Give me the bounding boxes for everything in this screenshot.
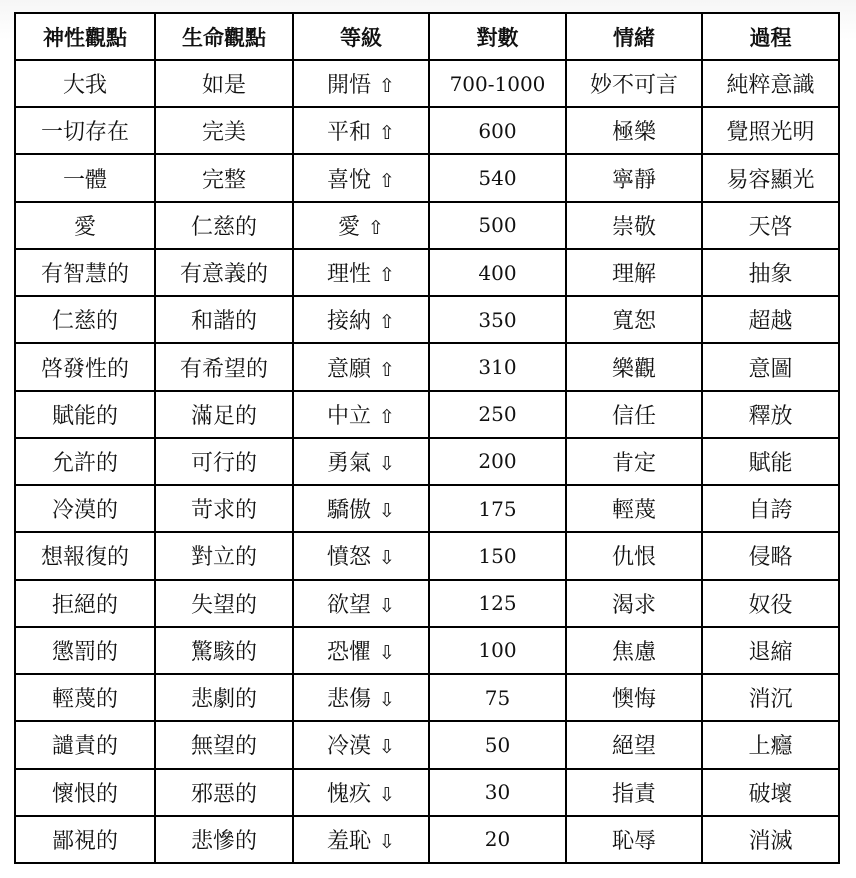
process-cell: 侵略 — [702, 532, 839, 579]
level-cell — [293, 674, 429, 721]
emotion-cell: 渴求 — [566, 580, 702, 627]
down-arrow-icon: ⇩ — [379, 689, 395, 712]
level-label: 理性 — [327, 262, 372, 288]
log-cell: 400 — [429, 249, 566, 296]
level-label: 冷漠 — [327, 734, 372, 760]
emotion-cell: 信任 — [566, 391, 702, 438]
log-cell: 175 — [429, 485, 566, 532]
emotion-cell: 崇敬 — [566, 202, 702, 249]
life-view-cell: 和諧的 — [155, 296, 293, 343]
level-label: 驕傲 — [327, 498, 372, 524]
emotion-cell: 輕蔑 — [566, 485, 702, 532]
header-divine-view: 神性觀點 — [15, 13, 155, 60]
table-row — [15, 532, 839, 579]
emotion-cell: 極樂 — [566, 107, 702, 154]
emotion-cell: 指責 — [566, 769, 702, 816]
log-cell: 75 — [429, 674, 566, 721]
down-arrow-icon: ⇩ — [379, 641, 395, 664]
log-cell: 500 — [429, 202, 566, 249]
divine-view-cell: 仁慈的 — [15, 296, 155, 343]
level-cell — [293, 721, 429, 768]
life-view-cell: 有意義的 — [155, 249, 293, 296]
process-cell: 消沉 — [702, 674, 839, 721]
down-arrow-icon: ⇩ — [379, 547, 395, 570]
life-view-cell: 失望的 — [155, 580, 293, 627]
table-row — [15, 769, 839, 816]
table-row — [15, 674, 839, 721]
divine-view-cell: 輕蔑的 — [15, 674, 155, 721]
table-row — [15, 154, 839, 201]
level-label: 憤怒 — [327, 545, 372, 571]
level-cell — [293, 627, 429, 674]
table-row — [15, 816, 839, 863]
up-arrow-icon: ⇧ — [368, 216, 384, 239]
divine-view-cell: 冷漠的 — [15, 485, 155, 532]
log-cell: 50 — [429, 721, 566, 768]
header-process: 過程 — [702, 13, 839, 60]
level-label: 恐懼 — [327, 639, 372, 665]
level-label: 愛 — [338, 214, 361, 240]
table-row — [15, 485, 839, 532]
process-cell: 抽象 — [702, 249, 839, 296]
level-cell — [293, 154, 429, 201]
down-arrow-icon: ⇩ — [379, 736, 395, 759]
process-cell: 天啓 — [702, 202, 839, 249]
emotion-cell: 焦慮 — [566, 627, 702, 674]
level-label: 羞恥 — [327, 828, 372, 854]
up-arrow-icon: ⇧ — [379, 264, 395, 287]
life-view-cell: 完整 — [155, 154, 293, 201]
log-cell: 150 — [429, 532, 566, 579]
life-view-cell: 對立的 — [155, 532, 293, 579]
table-row — [15, 721, 839, 768]
consciousness-levels-table — [14, 12, 840, 864]
process-cell: 消滅 — [702, 816, 839, 863]
down-arrow-icon: ⇩ — [379, 452, 395, 475]
life-view-cell: 悲慘的 — [155, 816, 293, 863]
process-cell: 易容顯光 — [702, 154, 839, 201]
level-cell — [293, 343, 429, 390]
header-log: 對數 — [429, 13, 566, 60]
down-arrow-icon: ⇩ — [379, 594, 395, 617]
log-cell: 600 — [429, 107, 566, 154]
emotion-cell: 懊悔 — [566, 674, 702, 721]
header-level: 等級 — [293, 13, 429, 60]
table-row — [15, 391, 839, 438]
divine-view-cell: 愛 — [15, 202, 155, 249]
level-label: 欲望 — [327, 592, 372, 618]
level-cell — [293, 60, 429, 107]
up-arrow-icon: ⇧ — [379, 122, 395, 145]
level-label: 勇氣 — [327, 450, 372, 476]
up-arrow-icon: ⇧ — [379, 358, 395, 381]
divine-view-cell: 允許的 — [15, 438, 155, 485]
table-row — [15, 343, 839, 390]
table-row — [15, 249, 839, 296]
log-cell: 310 — [429, 343, 566, 390]
divine-view-cell: 譴責的 — [15, 721, 155, 768]
down-arrow-icon: ⇩ — [379, 783, 395, 806]
table-row — [15, 580, 839, 627]
process-cell: 純粹意識 — [702, 60, 839, 107]
log-cell: 125 — [429, 580, 566, 627]
life-view-cell: 可行的 — [155, 438, 293, 485]
emotion-cell: 寧靜 — [566, 154, 702, 201]
table-row — [15, 107, 839, 154]
divine-view-cell: 賦能的 — [15, 391, 155, 438]
down-arrow-icon: ⇩ — [379, 830, 395, 853]
level-label: 喜悅 — [327, 167, 372, 193]
life-view-cell: 完美 — [155, 107, 293, 154]
header-emotion: 情緒 — [566, 13, 702, 60]
process-cell: 退縮 — [702, 627, 839, 674]
divine-view-cell: 想報復的 — [15, 532, 155, 579]
level-label: 意願 — [327, 356, 372, 382]
up-arrow-icon: ⇧ — [379, 169, 395, 192]
header-life-view: 生命觀點 — [155, 13, 293, 60]
process-cell: 奴役 — [702, 580, 839, 627]
process-cell: 賦能 — [702, 438, 839, 485]
level-label: 開悟 — [327, 73, 372, 99]
process-cell: 自誇 — [702, 485, 839, 532]
emotion-cell: 絕望 — [566, 721, 702, 768]
life-view-cell: 有希望的 — [155, 343, 293, 390]
level-cell — [293, 485, 429, 532]
divine-view-cell: 大我 — [15, 60, 155, 107]
header-row — [15, 13, 839, 60]
divine-view-cell: 一切存在 — [15, 107, 155, 154]
divine-view-cell: 懷恨的 — [15, 769, 155, 816]
level-cell — [293, 769, 429, 816]
level-label: 悲傷 — [327, 687, 372, 713]
process-cell: 破壞 — [702, 769, 839, 816]
process-cell: 上癮 — [702, 721, 839, 768]
table-row — [15, 60, 839, 107]
table-body — [15, 60, 839, 863]
divine-view-cell: 有智慧的 — [15, 249, 155, 296]
level-cell — [293, 580, 429, 627]
level-cell — [293, 438, 429, 485]
level-cell — [293, 532, 429, 579]
level-cell — [293, 107, 429, 154]
table-row — [15, 296, 839, 343]
down-arrow-icon: ⇩ — [379, 500, 395, 523]
emotion-cell: 仇恨 — [566, 532, 702, 579]
level-cell — [293, 391, 429, 438]
life-view-cell: 如是 — [155, 60, 293, 107]
level-cell — [293, 296, 429, 343]
level-label: 接納 — [327, 309, 372, 335]
life-view-cell: 悲劇的 — [155, 674, 293, 721]
divine-view-cell: 懲罰的 — [15, 627, 155, 674]
log-cell: 100 — [429, 627, 566, 674]
divine-view-cell: 啓發性的 — [15, 343, 155, 390]
level-cell — [293, 816, 429, 863]
process-cell: 覺照光明 — [702, 107, 839, 154]
log-cell: 250 — [429, 391, 566, 438]
up-arrow-icon: ⇧ — [379, 311, 395, 334]
table-row — [15, 202, 839, 249]
log-cell: 540 — [429, 154, 566, 201]
up-arrow-icon: ⇧ — [379, 75, 395, 98]
emotion-cell: 理解 — [566, 249, 702, 296]
emotion-cell: 妙不可言 — [566, 60, 702, 107]
log-cell: 700-1000 — [429, 60, 566, 107]
level-cell — [293, 202, 429, 249]
up-arrow-icon: ⇧ — [379, 405, 395, 428]
life-view-cell: 滿足的 — [155, 391, 293, 438]
divine-view-cell: 鄙視的 — [15, 816, 155, 863]
life-view-cell: 仁慈的 — [155, 202, 293, 249]
process-cell: 釋放 — [702, 391, 839, 438]
emotion-cell: 寬恕 — [566, 296, 702, 343]
emotion-cell: 樂觀 — [566, 343, 702, 390]
log-cell: 20 — [429, 816, 566, 863]
life-view-cell: 邪惡的 — [155, 769, 293, 816]
divine-view-cell: 拒絕的 — [15, 580, 155, 627]
emotion-cell: 恥辱 — [566, 816, 702, 863]
table-row — [15, 438, 839, 485]
life-view-cell: 無望的 — [155, 721, 293, 768]
level-label: 中立 — [327, 403, 372, 429]
life-view-cell: 驚駭的 — [155, 627, 293, 674]
table-row — [15, 627, 839, 674]
level-label: 平和 — [327, 120, 372, 146]
emotion-cell: 肯定 — [566, 438, 702, 485]
divine-view-cell: 一體 — [15, 154, 155, 201]
log-cell: 200 — [429, 438, 566, 485]
log-cell: 30 — [429, 769, 566, 816]
log-cell: 350 — [429, 296, 566, 343]
process-cell: 意圖 — [702, 343, 839, 390]
level-cell — [293, 249, 429, 296]
level-label: 愧疚 — [327, 781, 372, 807]
life-view-cell: 苛求的 — [155, 485, 293, 532]
process-cell: 超越 — [702, 296, 839, 343]
